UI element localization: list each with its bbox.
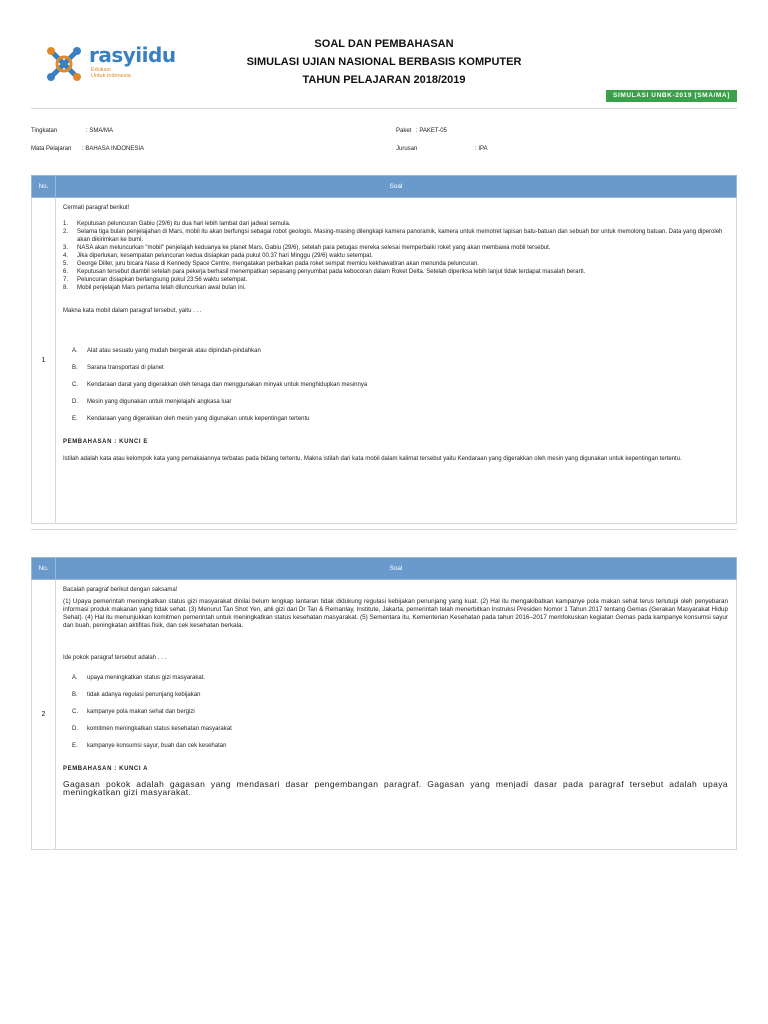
jurusan-label: Jurusan bbox=[396, 146, 418, 152]
answer-option-c[interactable]: C. Kendaraan darat yang digerakkan oleh tenaga dan menggunakan minyak untuk menghidupkan mesinnya bbox=[72, 382, 368, 388]
header-title-2: SIMULASI UJIAN NASIONAL BERBASIS KOMPUTER bbox=[246, 56, 522, 68]
answer-option-e[interactable]: E. Kendaraan yang digerakkan oleh mesin yang digunakan untuk kepentingan tertentu bbox=[72, 416, 310, 422]
explanation-text: Istilah adalah kata atau kelompok kata yang pemakaiannya terbatas pada bidang tertentu. Makna istilah dari kata mobil dalam kalimat tersebut yaitu Kendaraan yang digerakkan oleh mesin yang digunakan untuk kepentingan tertentu. bbox=[63, 456, 682, 462]
col-header-no: No. bbox=[32, 176, 56, 198]
answer-option-b[interactable]: B. tidak adanya regulasi penunjang kebijakan bbox=[72, 692, 201, 698]
tingkatan-label: Tingkatan bbox=[31, 128, 58, 134]
question-prompt: Makna kata mobil dalam paragraf tersebut, yaitu . . . bbox=[63, 308, 202, 314]
answer-option-d[interactable]: D. komitmen meningkatkan status kesehatan masyarakat bbox=[72, 726, 232, 732]
answer-key: PEMBAHASAN : KUNCI E bbox=[63, 439, 149, 445]
brand-name: rasyiidu bbox=[89, 43, 176, 67]
question-table-1 bbox=[31, 175, 737, 524]
question-prompt: Ide pokok paragraf tersebut adalah . . . bbox=[63, 655, 167, 661]
question-intro: Bacalah paragraf berikut dengan saksama! bbox=[63, 587, 178, 593]
paket-value: : PAKET-05 bbox=[416, 128, 447, 134]
list-item: 5. George Diller, juru bicara Nasa di Kennedy Space Centre, mengatakan perbaikan pada roket sempat memicu kekhawatiran akan menunda peluncuran. bbox=[63, 261, 479, 267]
col-header-soal: Soal bbox=[56, 176, 737, 198]
list-item: 7. Peluncuran disiapkan berlangsung pukul 23:56 waktu setempat. bbox=[63, 277, 248, 283]
sentence-list bbox=[63, 220, 728, 292]
brand-tagline-2: Untuk Indonesia bbox=[91, 73, 131, 79]
question-cell bbox=[56, 580, 737, 850]
col-header-soal: Soal bbox=[56, 558, 737, 580]
mapel-label: Mata Pelajaran bbox=[31, 146, 72, 152]
header-title-3: TAHUN PELAJARAN 2018/2019 bbox=[302, 74, 466, 86]
jurusan-value: : IPA bbox=[475, 146, 488, 152]
simulation-badge: SIMULASI UNBK-2019 [SMA/MA] bbox=[606, 90, 737, 102]
answer-option-d[interactable]: D. Mesin yang digunakan untuk menjelajahi angkasa luar bbox=[72, 399, 232, 405]
section-divider bbox=[31, 529, 737, 530]
list-item: 1. Keputusan peluncuran Gabiu (29/6) itu dua hari lebih lambat dari jadwal semula. bbox=[63, 221, 291, 227]
question-cell bbox=[56, 198, 737, 524]
question-number: 2 bbox=[32, 580, 56, 850]
answer-options bbox=[63, 347, 728, 423]
answer-key: PEMBAHASAN : KUNCI A bbox=[63, 766, 149, 772]
mapel-value: : BAHASA INDONESIA bbox=[82, 146, 145, 152]
rasyiidu-logo bbox=[42, 42, 176, 86]
list-item: 8. Mobil penjelajah Mars pertama telah diluncurkan awal bulan ini. bbox=[63, 285, 246, 291]
list-item: 3. NASA akan meluncurkan "mobil" penjelajah keduanya ke planet Mars, Gabiu (29/6), setelah para petugas mereka selesai memperbaiki roket yang akan membawa mobil tersebut. bbox=[63, 245, 551, 251]
answer-option-e[interactable]: E. kampanye konsumsi sayur, buah dan cek kesehatan bbox=[72, 743, 227, 749]
answer-option-b[interactable]: B. Sarana transportasi di planet bbox=[72, 365, 164, 371]
question-row bbox=[32, 198, 737, 524]
reading-paragraph: (1) Upaya pemerintah meningkatkan status gizi masyarakat dinilai belum lengkap lantaran tidak didukung regulasi kebijakan penunjang yang kuat. (2) Hal itu mengakibatkan kampanye pola makan sehat terus terlutupi oleh penyebaran informasi produk makanan yang tidak sehat. (3) Menurut Tan Shot Yen, ahli gizi dari Dr Tan & Remanlay, Institute, Jakarta, pemerintah telah menerbitkan Instruksi Presiden Nomor 1 Tahun 2017 tentang Gemas (Gerakan Masyarakat Hidup Sehat). (4) Hal itu menunjukkan komitmen pemerintah untuk meningkatkan status kesehatan masyarakat. (5) Sementara itu, Kementerian Kesehatan pada tahun 2016–2017 memfokuskan kegiatan Gemas pada kampanye konsumsi sayur dan buah, peningkatan aktifitas fisik, dan cek kesehatan berkala. bbox=[63, 598, 728, 629]
list-item: 4. Jika diperlukan, kesempatan peluncuran kedua disiapkan pada pukul 00.37 hari Minggu (29/6) waktu setempat. bbox=[63, 253, 373, 259]
table-header-row bbox=[32, 558, 737, 580]
header-title-1: SOAL DAN PEMBAHASAN bbox=[314, 38, 454, 50]
header-divider bbox=[31, 108, 737, 109]
brand-tagline-1: Edukasi bbox=[91, 67, 111, 73]
paket-label: Paket bbox=[396, 128, 412, 134]
question-table-2 bbox=[31, 557, 737, 850]
table-header-row bbox=[32, 176, 737, 198]
top-strip bbox=[0, 0, 768, 14]
question-number: 1 bbox=[32, 198, 56, 524]
list-item: 2. Selama tiga bulan penjelajahan di Mars, mobil itu akan berfungsi sebagai robot geologis. Masing-masing dilengkapi kamera panoramik, kamera untuk memotret lapisan batu-batuan dan sebuah bor untuk memolong batuan. Data yang diperoleh akan dikirimkan ke bumi. bbox=[63, 229, 723, 243]
answer-option-a[interactable]: A. upaya meningkatkan status gizi masyarakat. bbox=[72, 675, 206, 681]
answer-option-a[interactable]: A. Alat atau sesuatu yang mudah bergerak atau dipindah-pindahkan bbox=[72, 348, 261, 354]
explanation-text: Gagasan pokok adalah gagasan yang mendasari dasar pengembangan paragraf. Gagasan yang menjadi dasar pada paragraf tersebut adalah upaya meningkatkan gizi masyarakat. bbox=[63, 779, 728, 797]
question-row bbox=[32, 580, 737, 850]
answer-option-c[interactable]: C. kampanye pola makan sehat dan bergizi bbox=[72, 709, 195, 715]
list-item: 6. Keputusan tersebut diambil setelah para pekerja berhasil menempatkan sepasang penyumbat pada kebocoran dalam Roket Delta. Setelah diperiksa lebih lanjut tidak terdapat masalah berarti. bbox=[63, 269, 586, 275]
tingkatan-value: : SMA/MA bbox=[86, 128, 114, 134]
question-intro: Cermati paragraf berikut! bbox=[63, 205, 130, 211]
answer-options bbox=[63, 674, 728, 750]
col-header-no: No. bbox=[32, 558, 56, 580]
logo-mark-icon bbox=[42, 42, 86, 86]
